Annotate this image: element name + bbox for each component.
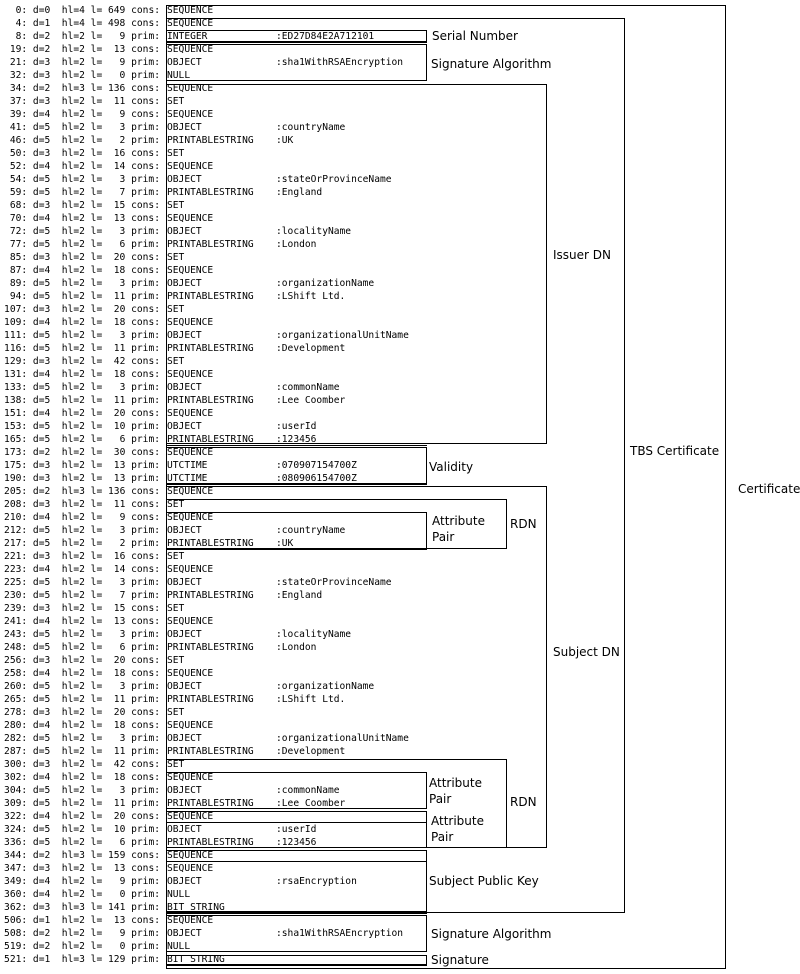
row-value: :UK xyxy=(276,135,294,146)
row-value: :Development xyxy=(276,746,346,757)
row-value: :localityName xyxy=(276,629,352,640)
row-type: NULL xyxy=(167,941,191,952)
row-offset-meta: 362: d=3 hl=3 l= 141 prim: xyxy=(4,902,160,913)
row-type: SEQUENCE xyxy=(167,265,214,276)
row-type: SET xyxy=(167,356,185,367)
row-value: :England xyxy=(276,590,323,601)
row-type: PRINTABLESTRING xyxy=(167,239,254,250)
row-value: :organizationName xyxy=(276,278,375,289)
signature-label: Signature xyxy=(431,953,489,967)
row-offset-meta: 360: d=4 hl=2 l= 0 prim: xyxy=(4,889,160,900)
signature-algorithm-label-2: Signature Algorithm xyxy=(431,927,552,941)
row-value: :LShift Ltd. xyxy=(276,694,346,705)
row-offset-meta: 260: d=5 hl=2 l= 3 prim: xyxy=(4,681,160,692)
row-offset-meta: 77: d=5 hl=2 l= 6 prim: xyxy=(9,239,160,250)
row-value: :123456 xyxy=(276,434,317,445)
row-value: :commonName xyxy=(276,382,340,393)
issuer-dn-label: Issuer DN xyxy=(553,248,611,262)
subject-dn-label: Subject DN xyxy=(553,645,620,659)
row-type: SET xyxy=(167,304,185,315)
row-type: OBJECT xyxy=(167,57,202,68)
serial-number-box xyxy=(166,30,427,42)
row-offset-meta: 239: d=3 hl=2 l= 15 cons: xyxy=(4,603,160,614)
issuer-dn-box xyxy=(166,84,547,444)
attribute-pair-label-3: Attribute Pair xyxy=(431,814,484,844)
row-offset-meta: 21: d=3 hl=2 l= 9 prim: xyxy=(9,57,160,68)
row-value: :commonName xyxy=(276,785,340,796)
row-type: SEQUENCE xyxy=(167,915,214,926)
row-type: SEQUENCE xyxy=(167,109,214,120)
row-value: :organizationalUnitName xyxy=(276,330,409,341)
row-offset-meta: 19: d=2 hl=2 l= 13 cons: xyxy=(9,44,160,55)
row-type: OBJECT xyxy=(167,785,202,796)
row-offset-meta: 344: d=2 hl=3 l= 159 cons: xyxy=(4,850,160,861)
row-value: :stateOrProvinceName xyxy=(276,577,392,588)
row-value: :organizationName xyxy=(276,681,375,692)
rdn-label-1: RDN xyxy=(510,517,537,531)
row-value: :England xyxy=(276,187,323,198)
row-offset-meta: 107: d=3 hl=2 l= 20 cons: xyxy=(4,304,160,315)
row-type: PRINTABLESTRING xyxy=(167,746,254,757)
row-type: SEQUENCE xyxy=(167,512,214,523)
row-offset-meta: 205: d=2 hl=3 l= 136 cons: xyxy=(4,486,160,497)
attribute-pair-box-3 xyxy=(166,811,427,848)
row-type: PRINTABLESTRING xyxy=(167,343,254,354)
row-type: SEQUENCE xyxy=(167,616,214,627)
row-offset-meta: 258: d=4 hl=2 l= 18 cons: xyxy=(4,668,160,679)
row-value: :ED27D84E2A712101 xyxy=(276,31,375,42)
row-offset-meta: 243: d=5 hl=2 l= 3 prim: xyxy=(4,629,160,640)
row-offset-meta: 153: d=5 hl=2 l= 10 prim: xyxy=(4,421,160,432)
row-offset-meta: 324: d=5 hl=2 l= 10 prim: xyxy=(4,824,160,835)
row-type: PRINTABLESTRING xyxy=(167,590,254,601)
attribute-pair-box-1 xyxy=(166,512,427,549)
row-offset-meta: 212: d=5 hl=2 l= 3 prim: xyxy=(4,525,160,536)
attribute-pair-label-1: Attribute Pair xyxy=(432,514,485,544)
subject-public-key-box xyxy=(166,850,427,912)
row-type: PRINTABLESTRING xyxy=(167,798,254,809)
row-value: :sha1WithRSAEncryption xyxy=(276,928,404,939)
row-offset-meta: 138: d=5 hl=2 l= 11 prim: xyxy=(4,395,160,406)
row-type: UTCTIME xyxy=(167,472,427,485)
row-type: SEQUENCE xyxy=(167,18,214,29)
row-offset-meta: 151: d=4 hl=2 l= 20 cons: xyxy=(4,408,160,419)
row-offset-meta: 94: d=5 hl=2 l= 11 prim: xyxy=(9,291,160,302)
row-value: :countryName xyxy=(276,122,346,133)
row-type: INTEGER xyxy=(167,30,427,43)
row-offset-meta: 39: d=4 hl=2 l= 9 cons: xyxy=(9,109,160,120)
row-offset-meta: 347: d=3 hl=2 l= 13 cons: xyxy=(4,863,160,874)
row-value: :stateOrProvinceName xyxy=(276,174,392,185)
row-offset-meta: 280: d=4 hl=2 l= 18 cons: xyxy=(4,720,160,731)
row-type: SET xyxy=(167,252,185,263)
row-offset-meta: 68: d=3 hl=2 l= 15 cons: xyxy=(9,200,160,211)
row-type: SET xyxy=(167,148,185,159)
row-type: SEQUENCE xyxy=(167,720,214,731)
row-offset-meta: 173: d=2 hl=2 l= 30 cons: xyxy=(4,447,160,458)
row-type: SEQUENCE xyxy=(167,369,214,380)
row-offset-meta: 111: d=5 hl=2 l= 3 prim: xyxy=(4,330,160,341)
row-type: OBJECT xyxy=(167,824,202,835)
row-type: PRINTABLESTRING xyxy=(167,433,427,446)
validity-label: Validity xyxy=(429,460,474,474)
row-type: OBJECT xyxy=(167,681,202,692)
row-type: SEQUENCE xyxy=(167,486,214,497)
row-offset-meta: 208: d=3 hl=2 l= 11 cons: xyxy=(4,499,160,510)
row-offset-meta: 32: d=3 hl=2 l= 0 prim: xyxy=(9,70,160,81)
row-offset-meta: 70: d=4 hl=2 l= 13 cons: xyxy=(9,213,160,224)
row-type: SEQUENCE xyxy=(167,447,214,458)
attribute-pair-label-2: Attribute Pair xyxy=(429,776,482,806)
row-type: SET xyxy=(167,200,185,211)
row-type: PRINTABLESTRING xyxy=(167,537,427,550)
row-type: SEQUENCE xyxy=(167,83,214,94)
row-type: PRINTABLESTRING xyxy=(167,837,254,848)
row-type: SET xyxy=(167,707,185,718)
tbs-certificate-label: TBS Certificate xyxy=(630,444,720,458)
row-type: OBJECT xyxy=(167,577,202,588)
row-type: OBJECT xyxy=(167,928,202,939)
row-offset-meta: 287: d=5 hl=2 l= 11 prim: xyxy=(4,746,160,757)
row-value: :userId xyxy=(276,824,317,835)
row-type: OBJECT xyxy=(167,629,202,640)
row-type: SEQUENCE xyxy=(167,5,214,16)
row-offset-meta: 52: d=4 hl=2 l= 14 cons: xyxy=(9,161,160,172)
row-offset-meta: 109: d=4 hl=2 l= 18 cons: xyxy=(4,317,160,328)
subject-public-key-label: Subject Public Key xyxy=(429,874,539,888)
row-type: SEQUENCE xyxy=(167,317,214,328)
row-offset-meta: 175: d=3 hl=2 l= 13 prim: xyxy=(4,460,160,471)
row-type: UTCTIME xyxy=(167,460,208,471)
row-type: PRINTABLESTRING xyxy=(167,291,254,302)
row-offset-meta: 223: d=4 hl=2 l= 14 cons: xyxy=(4,564,160,575)
row-type: SEQUENCE xyxy=(167,772,214,783)
row-type: OBJECT xyxy=(167,876,202,887)
row-type: PRINTABLESTRING xyxy=(167,694,254,705)
serial-number-label: Serial Number xyxy=(432,29,518,43)
row-offset-meta: 87: d=4 hl=2 l= 18 cons: xyxy=(9,265,160,276)
row-offset-meta: 59: d=5 hl=2 l= 7 prim: xyxy=(9,187,160,198)
row-offset-meta: 0: d=0 hl=4 l= 649 cons: xyxy=(15,5,160,16)
row-offset-meta: 72: d=5 hl=2 l= 3 prim: xyxy=(9,226,160,237)
row-offset-meta: 349: d=4 hl=2 l= 9 prim: xyxy=(4,876,160,887)
signature-algorithm-box-2 xyxy=(166,915,427,952)
row-value: :London xyxy=(276,642,317,653)
row-type: PRINTABLESTRING xyxy=(167,187,254,198)
row-type: SEQUENCE xyxy=(167,44,214,55)
row-value: :Lee Coomber xyxy=(276,395,346,406)
row-type: BIT STRING xyxy=(167,953,427,966)
row-offset-meta: 85: d=3 hl=2 l= 20 cons: xyxy=(9,252,160,263)
row-offset-meta: 34: d=2 hl=3 l= 136 cons: xyxy=(9,83,160,94)
row-offset-meta: 50: d=3 hl=2 l= 16 cons: xyxy=(9,148,160,159)
row-offset-meta: 116: d=5 hl=2 l= 11 prim: xyxy=(4,343,160,354)
row-offset-meta: 256: d=3 hl=2 l= 20 cons: xyxy=(4,655,160,666)
row-value: :countryName xyxy=(276,525,346,536)
row-value: :UK xyxy=(276,538,294,549)
row-value: :sha1WithRSAEncryption xyxy=(276,57,404,68)
row-type: PRINTABLESTRING xyxy=(167,642,254,653)
row-type: OBJECT xyxy=(167,525,202,536)
row-value: :localityName xyxy=(276,226,352,237)
attribute-pair-box-2 xyxy=(166,772,427,809)
row-type: SEQUENCE xyxy=(167,863,214,874)
row-offset-meta: 210: d=4 hl=2 l= 9 cons: xyxy=(4,512,160,523)
row-type: SEQUENCE xyxy=(167,408,214,419)
row-type: OBJECT xyxy=(167,733,202,744)
row-offset-meta: 309: d=5 hl=2 l= 11 prim: xyxy=(4,798,160,809)
row-offset-meta: 336: d=5 hl=2 l= 6 prim: xyxy=(4,837,160,848)
signature-algorithm-box xyxy=(166,44,427,81)
row-value: :070907154700Z xyxy=(276,460,357,471)
row-type: OBJECT xyxy=(167,226,202,237)
row-type: SEQUENCE xyxy=(167,810,427,823)
row-offset-meta: 322: d=4 hl=2 l= 20 cons: xyxy=(4,811,160,822)
row-offset-meta: 304: d=5 hl=2 l= 3 prim: xyxy=(4,785,160,796)
row-offset-meta: 217: d=5 hl=2 l= 2 prim: xyxy=(4,538,160,549)
rdn-label-2: RDN xyxy=(510,795,537,809)
row-value: :LShift Ltd. xyxy=(276,291,346,302)
row-type: OBJECT xyxy=(167,330,202,341)
row-type: SET xyxy=(167,603,185,614)
row-offset-meta: 248: d=5 hl=2 l= 6 prim: xyxy=(4,642,160,653)
row-type: SET xyxy=(167,655,185,666)
row-offset-meta: 241: d=4 hl=2 l= 13 cons: xyxy=(4,616,160,627)
row-offset-meta: 508: d=2 hl=2 l= 9 prim: xyxy=(4,928,160,939)
row-type: SEQUENCE xyxy=(167,849,427,862)
row-type: OBJECT xyxy=(167,421,202,432)
row-type: OBJECT xyxy=(167,122,202,133)
row-type: NULL xyxy=(167,889,191,900)
row-type: SET xyxy=(167,759,185,770)
certificate-label: Certificate xyxy=(738,482,800,496)
row-offset-meta: 129: d=3 hl=2 l= 42 cons: xyxy=(4,356,160,367)
row-offset-meta: 506: d=1 hl=2 l= 13 cons: xyxy=(4,915,160,926)
row-offset-meta: 89: d=5 hl=2 l= 3 prim: xyxy=(9,278,160,289)
row-value: :080906154700Z xyxy=(276,473,357,484)
row-offset-meta: 4: d=1 hl=4 l= 498 cons: xyxy=(15,18,160,29)
row-offset-meta: 521: d=1 hl=3 l= 129 prim: xyxy=(4,954,160,965)
row-offset-meta: 54: d=5 hl=2 l= 3 prim: xyxy=(9,174,160,185)
row-offset-meta: 282: d=5 hl=2 l= 3 prim: xyxy=(4,733,160,744)
row-type: SEQUENCE xyxy=(167,161,214,172)
row-offset-meta: 221: d=3 hl=2 l= 16 cons: xyxy=(4,551,160,562)
signature-algorithm-label: Signature Algorithm xyxy=(431,57,552,71)
row-offset-meta: 302: d=4 hl=2 l= 18 cons: xyxy=(4,772,160,783)
row-value: :123456 xyxy=(276,837,317,848)
row-type: NULL xyxy=(167,70,191,81)
row-offset-meta: 230: d=5 hl=2 l= 7 prim: xyxy=(4,590,160,601)
row-offset-meta: 300: d=3 hl=2 l= 42 cons: xyxy=(4,759,160,770)
row-value: :Lee Coomber xyxy=(276,798,346,809)
row-type: SEQUENCE xyxy=(167,668,214,679)
row-type: PRINTABLESTRING xyxy=(167,395,254,406)
row-value: :rsaEncryption xyxy=(276,876,357,887)
row-offset-meta: 165: d=5 hl=2 l= 6 prim: xyxy=(4,434,160,445)
row-type: SEQUENCE xyxy=(167,213,214,224)
signature-box xyxy=(166,955,427,965)
row-offset-meta: 278: d=3 hl=2 l= 20 cons: xyxy=(4,707,160,718)
row-type: OBJECT xyxy=(167,278,202,289)
row-type: SET xyxy=(167,96,185,107)
validity-box xyxy=(166,447,427,484)
row-offset-meta: 131: d=4 hl=2 l= 18 cons: xyxy=(4,369,160,380)
row-type: OBJECT xyxy=(167,174,202,185)
row-type: SET xyxy=(167,551,185,562)
row-offset-meta: 46: d=5 hl=2 l= 2 prim: xyxy=(9,135,160,146)
row-offset-meta: 133: d=5 hl=2 l= 3 prim: xyxy=(4,382,160,393)
row-offset-meta: 8: d=2 hl=2 l= 9 prim: xyxy=(15,31,160,42)
row-offset-meta: 265: d=5 hl=2 l= 11 prim: xyxy=(4,694,160,705)
row-type: SEQUENCE xyxy=(167,564,214,575)
row-value: :organizationalUnitName xyxy=(276,733,409,744)
row-value: :London xyxy=(276,239,317,250)
row-type: BIT STRING xyxy=(167,901,427,914)
row-offset-meta: 225: d=5 hl=2 l= 3 prim: xyxy=(4,577,160,588)
row-value: :Development xyxy=(276,343,346,354)
row-offset-meta: 190: d=3 hl=2 l= 13 prim: xyxy=(4,473,160,484)
row-type: SET xyxy=(167,499,185,510)
row-type: OBJECT xyxy=(167,382,202,393)
row-type: PRINTABLESTRING xyxy=(167,135,254,146)
row-offset-meta: 519: d=2 hl=2 l= 0 prim: xyxy=(4,941,160,952)
row-offset-meta: 41: d=5 hl=2 l= 3 prim: xyxy=(9,122,160,133)
row-offset-meta: 37: d=3 hl=2 l= 11 cons: xyxy=(9,96,160,107)
row-value: :userId xyxy=(276,421,317,432)
